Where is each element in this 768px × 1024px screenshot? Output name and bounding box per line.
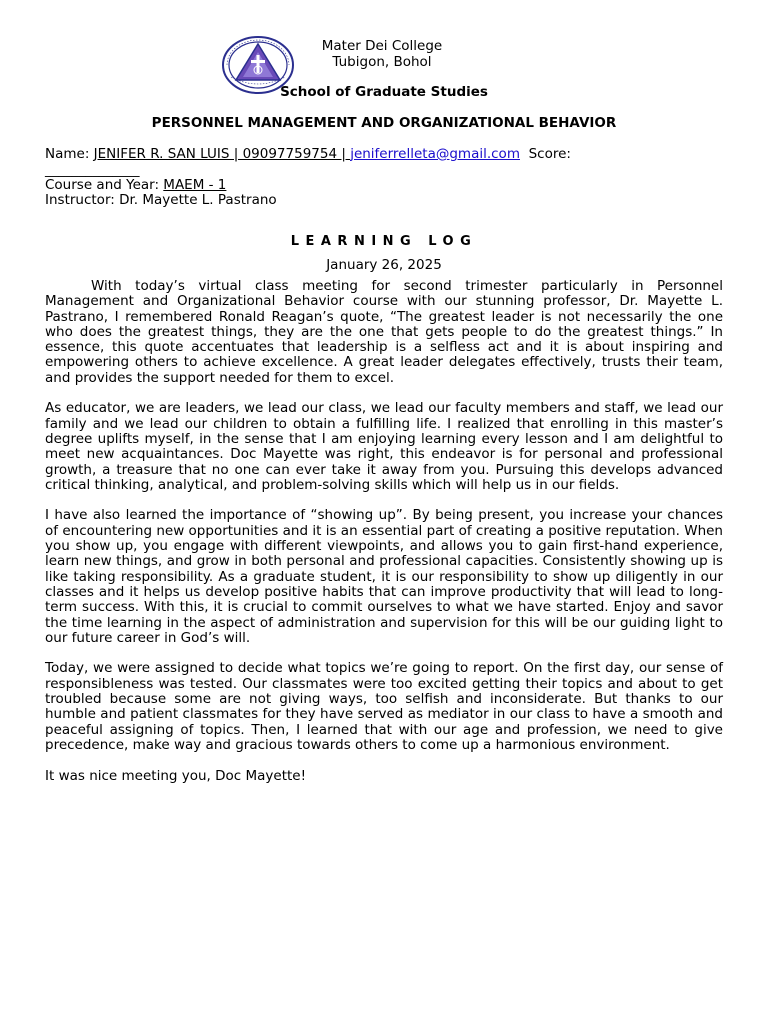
- course-label: Course and Year:: [45, 177, 164, 193]
- score-label: Score:: [528, 146, 571, 162]
- score-blank: ______________: [45, 162, 140, 178]
- name-row: [45, 146, 571, 162]
- instructor-row: Instructor: Dr. Mayette L. Pastrano: [45, 192, 277, 208]
- name-label: Name:: [45, 146, 94, 162]
- paragraph: Today, we were assigned to decide what topics we’re going to report. On the first day, our sense of responsibleness was tested. Our classmates were too excited getting their topics and about to get troubled because some are not giving ways, too selfish and inconsiderate. But thanks to our humble and patient classmates for they have served as mediator in our class to have a smooth and peaceful assigning of topics. Then, I learned that with our age and profession, we need to give precedence, make way and gracious towards others to come up a harmonious environment.: [45, 660, 723, 753]
- name-value: JENIFER R. SAN LUIS | 09097759754 |: [93, 146, 351, 162]
- paragraph: With today’s virtual class meeting for second trimester particularly in Personnel Management and Organizational Behavior course with our stunning professor, Dr. Mayette L. Pastrano, I remembered Ronald Reagan’s quote, “The greatest leader is not necessarily the one who does the greatest things, they are the one that gets people to do the greatest things.” In essence, this quote accentuates that leadership is a selfless act and it is about inspiring and empowering others to achieve excellence. A great leader delegates effectively, trusts their team, and provides the support needed for them to excel.: [45, 278, 723, 386]
- log-body: [45, 279, 723, 799]
- school-name: School of Graduate Studies: [280, 84, 488, 100]
- paragraph: I have also learned the importance of “showing up”. By being present, you increase your chances of encountering new opportunities and it is an essential part of creating a positive reputation. When you show up, you engage with different viewpoints, and allows you to gain first-hand experience, learn new things, and grow in both personal and professional capacities. Consistently showing up is like taking responsibility. As a graduate student, it is our responsibility to show up diligently in our classes and it helps us develop positive habits that can improve productivity that will lead to long-term success. With this, it is crucial to commit ourselves to what we have started. Enjoy and savor the time learning in the aspect of administration and supervision for this will be our guiding light to our future career in God’s will.: [45, 507, 723, 646]
- email-link[interactable]: jeniferrelleta@gmail.com: [350, 146, 520, 162]
- course-year-row: [45, 177, 226, 193]
- log-date: January 26, 2025: [326, 257, 442, 273]
- learning-log-title: LEARNING LOG: [290, 234, 478, 249]
- institution-name: Mater Dei College: [321, 38, 443, 54]
- institution-location: Tubigon, Bohol: [332, 54, 432, 70]
- paragraph: As educator, we are leaders, we lead our class, we lead our faculty members and staff, we lead our family and we lead our children to obtain a fulfilling life. I realized that enrolling in this master’s degree uplifts myself, in the sense that I am enjoying learning every lesson and I am delightful to meet new acquaintances. Doc Mayette was right, this endeavor is for personal and professional growth, a treasure that no one can ever take it away from you. Pursuing this develops advanced critical thinking, analytical, and problem-solving skills which will help us in our fields.: [45, 400, 723, 493]
- closing-line: It was nice meeting you, Doc Mayette!: [45, 767, 307, 784]
- course-title: PERSONNEL MANAGEMENT AND ORGANIZATIONAL BEHAVIOR: [151, 115, 617, 131]
- course-value: MAEM - 1: [163, 177, 227, 193]
